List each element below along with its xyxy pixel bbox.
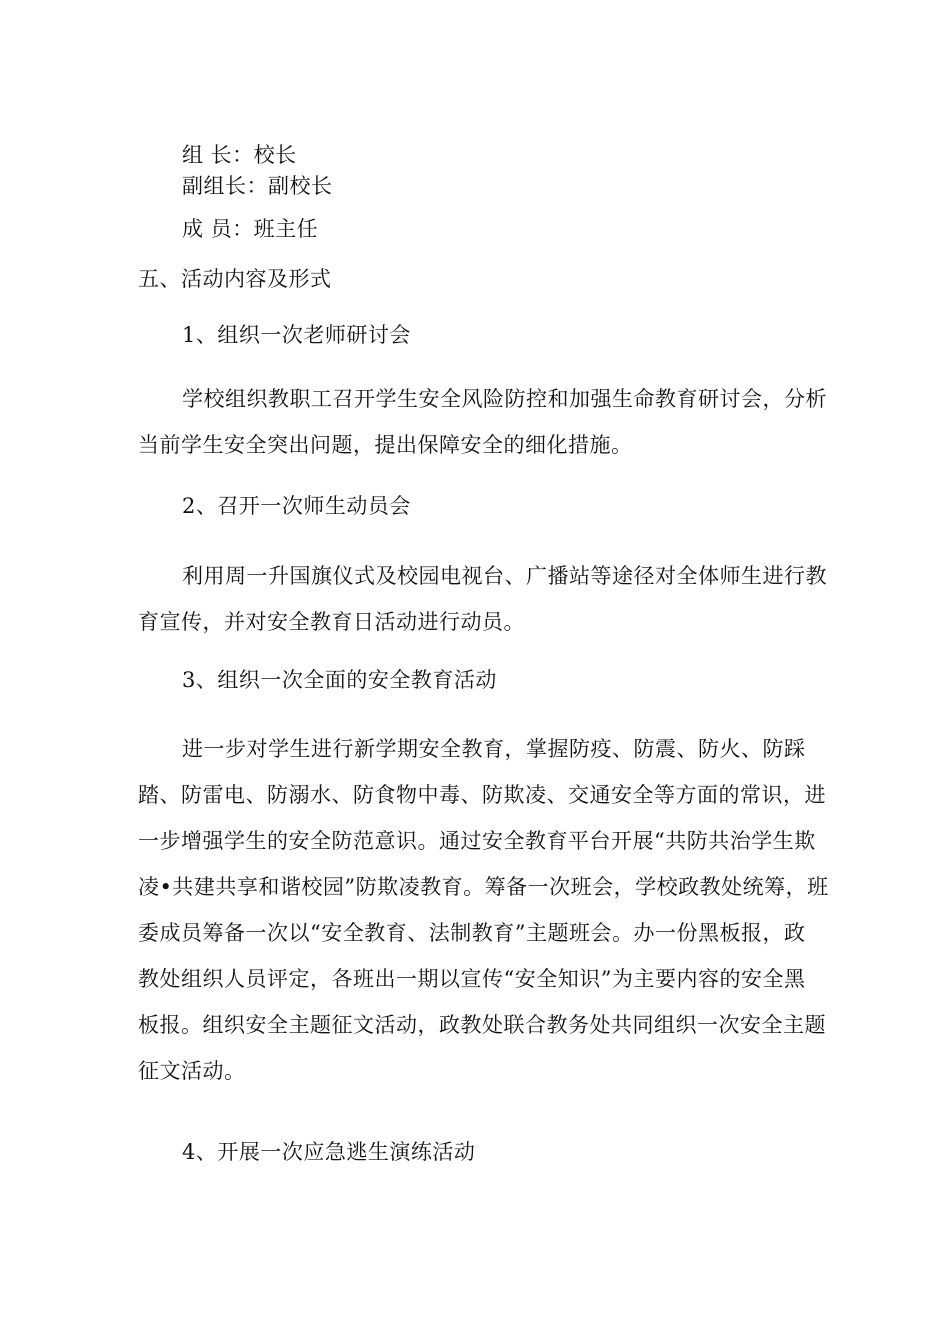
paragraph-line: 教处组织人员评定，各班出一期以宣传“安全知识”为主要内容的安全黑: [138, 967, 806, 991]
paragraph-line: 凌•共建共享和谐校园”防欺凌教育。筹备一次班会，学校政教处统筹，班: [138, 875, 829, 899]
item-2-paragraph: [138, 553, 828, 645]
item-4-heading: 4、开展一次应急逃生演练活动: [182, 1140, 476, 1164]
item-2-heading: 2、召开一次师生动员会: [182, 494, 411, 518]
paragraph-line: 板报。组织安全主题征文活动，政教处联合教务处共同组织一次安全主题: [138, 1013, 826, 1037]
paragraph-line: 育宣传，并对安全教育日活动进行动员。: [138, 610, 525, 634]
item-3-paragraph: [138, 726, 828, 1094]
item-1-paragraph: [138, 376, 828, 468]
paragraph-line: 一步增强学生的安全防范意识。通过安全教育平台开展“共防共治学生欺: [138, 829, 816, 853]
paragraph-line: 踏、防雷电、防溺水、防食物中毒、防欺凌、交通安全等方面的常识，进: [138, 783, 826, 807]
role-deputy-leader: 副组长：副校长: [182, 174, 333, 198]
item-3-heading: 3、组织一次全面的安全教育活动: [182, 668, 497, 692]
paragraph-line: 委成员筹备一次以“安全教育、法制教育”主题班会。办一份黑板报，政: [138, 921, 806, 945]
paragraph-line: 当前学生安全突出问题，提出保障安全的细化措施。: [138, 433, 633, 457]
item-1-heading: 1、组织一次老师研讨会: [182, 323, 411, 347]
role-members: 成 员：班主任: [182, 217, 319, 241]
paragraph-line: 进一步对学生进行新学期安全教育，掌握防疫、防震、防火、防踩: [182, 737, 806, 761]
role-leader: 组 长：校长: [182, 143, 297, 167]
paragraph-line: 利用周一升国旗仪式及校园电视台、广播站等途径对全体师生进行教: [182, 564, 827, 588]
paragraph-line: 学校组织教职工召开学生安全风险防控和加强生命教育研讨会，分析: [182, 387, 827, 411]
paragraph-line: 征文活动。: [138, 1059, 246, 1083]
section-heading: 五、活动内容及形式: [138, 267, 332, 291]
